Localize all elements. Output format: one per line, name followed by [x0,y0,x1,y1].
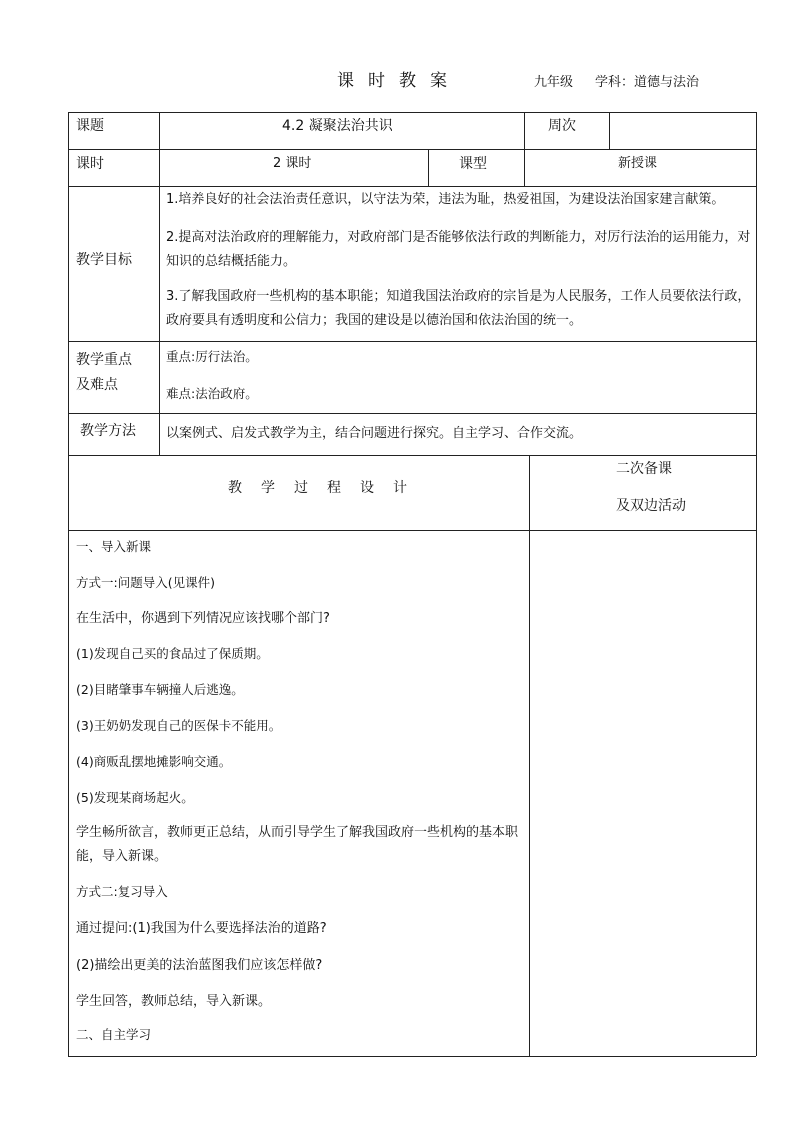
secondary-prep-label-line2: 及双边活动 [616,498,686,514]
key-points-label-line1: 教学重点 [76,352,132,368]
method-label: 教学方法 [80,423,136,439]
goal-item: 3.了解我国政府一些机构的基本职能；知道我国法治政府的宗旨是为人民服务，工作人员要依法行政，政府要具有透明度和公信力；我国的建设是以德治国和依法治国的统一。 [166,289,751,328]
goals-label: 教学目标 [76,252,132,268]
table-border-top [68,112,756,113]
review-question: (2)描绘出更美的法治蓝图我们应该怎样做? [76,958,323,973]
topic-value: 4.2 凝聚法治共识 [282,118,393,134]
row-divider [68,530,756,531]
column-divider [524,112,525,186]
type-value: 新授课 [618,156,658,171]
row-divider [68,413,756,414]
table-border-right [756,112,757,1056]
week-label: 周次 [548,118,576,134]
type-label: 课型 [459,156,487,172]
goal-item: 1.培养良好的社会法治责任意识，以守法为荣，违法为耻，热爱祖国，为建设法治国家建言献策。 [166,192,725,207]
review-summary: 学生回答，教师总结，导入新课。 [76,994,272,1009]
row-divider [68,341,756,342]
subject-label: 学科：道德与法治 [595,75,700,90]
grade-label: 九年级 [534,75,574,90]
section-heading: 一、导入新课 [76,539,152,554]
summary-paragraph: 学生畅所欲言，教师更正总结，从而引导学生了解我国政府一些机构的基本职能，导入新课。 [76,825,519,864]
column-divider [529,455,530,1056]
table-border-bottom [68,1056,756,1057]
method-two-title: 方式二:复习导入 [76,884,168,899]
process-heading: 教学过程设计 [228,480,426,496]
row-divider [68,149,756,150]
goal-item: 2.提高对法治政府的理解能力，对政府部门是否能够依法行政的判断能力，对厉行法治的运用能力，对知识的总结概括能力。 [166,230,751,269]
method-one-title: 方式一:问题导入(见课件) [76,575,215,590]
row-divider [68,455,756,456]
column-divider [428,149,429,186]
key-point: 重点:厉行法治。 [166,349,258,364]
section-heading: 二、自主学习 [76,1027,152,1042]
question-item: (2)目睹肇事车辆撞人后逃逸。 [76,682,244,697]
question-intro: 在生活中，你遇到下列情况应该找哪个部门? [76,611,330,626]
question-item: (4)商贩乱摆地摊影响交通。 [76,754,232,769]
method-value: 以案例式、启发式教学为主，结合问题进行探究。自主学习、合作交流。 [166,426,583,441]
page-title: 课时教案 [337,71,461,91]
table-border-left [68,112,69,1056]
column-divider [609,112,610,149]
question-item: (3)王奶奶发现自己的医保卡不能用。 [76,718,282,733]
question-item: (5)发现某商场起火。 [76,790,194,805]
key-points-label-line2: 及难点 [76,377,118,393]
review-question: 通过提问:(1)我国为什么要选择法治的道路? [76,921,327,936]
hours-value: 2 课时 [273,156,312,171]
topic-label: 课题 [76,118,104,134]
difficult-point: 难点:法治政府。 [166,386,258,401]
column-divider [159,112,160,455]
row-divider [68,186,756,187]
hours-label: 课时 [76,156,104,172]
question-item: (1)发现自己买的食品过了保质期。 [76,646,269,661]
secondary-prep-label-line1: 二次备课 [616,461,672,477]
